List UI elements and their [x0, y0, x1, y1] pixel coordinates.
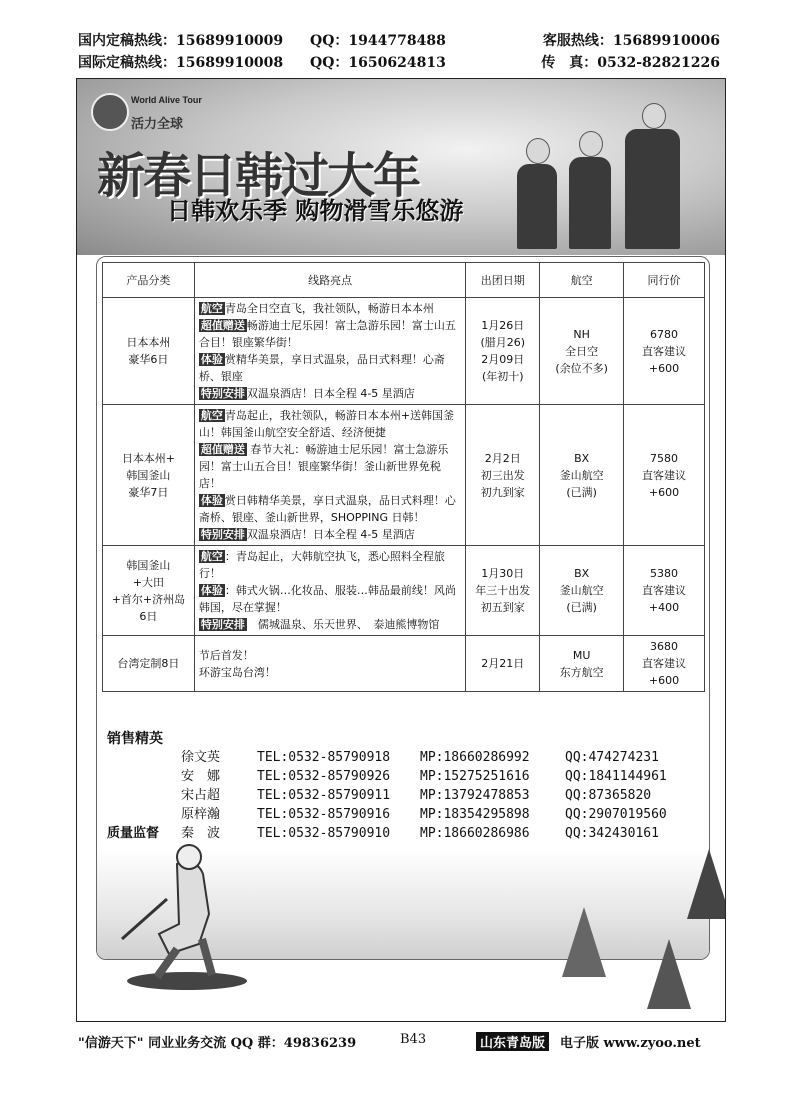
contact-qq: QQ:87365820 — [565, 788, 652, 803]
cell-dates: 1月30日 年三十出发 初五到家 — [466, 546, 540, 636]
highlight-tag: 体验 — [200, 494, 223, 507]
highlight-line — [199, 582, 462, 616]
contact-qq: QQ:474274231 — [565, 750, 659, 765]
footer-edition: 电子版 www.zyoo.net — [560, 1036, 701, 1051]
highlight-line — [199, 647, 462, 664]
hotline-row-2 — [78, 52, 720, 74]
cell-category: 日本本州+ 韩国釜山 豪华7日 — [103, 405, 195, 546]
cell-highlights — [194, 405, 466, 546]
highlight-text: ：韩式火锅…化妆品、服装…韩品最前线！风尚韩国，尽在掌握！ — [198, 584, 456, 614]
service-phone: 15689910006 — [612, 33, 720, 49]
highlight-tag: 航空 — [200, 550, 223, 563]
domestic-label: 国内定稿热线： — [78, 33, 176, 49]
highlight-text: 儒城温泉、乐天世界、 泰迪熊博物馆 — [246, 618, 440, 631]
header-highlights: 线路亮点 — [194, 263, 466, 298]
highlight-tag: 超值赠送 — [200, 319, 245, 332]
highlight-text: 双温泉酒店！日本全程 4-5 星酒店 — [246, 387, 415, 400]
cell-dates: 2月2日 初三出发 初九到家 — [466, 405, 540, 546]
contact-mobile: MP:18660286992 — [420, 750, 530, 765]
contact-tel: TEL:0532-85790926 — [257, 769, 391, 784]
footer-brand: 山东青岛版 — [476, 1032, 549, 1051]
cell-highlights — [194, 636, 466, 692]
banner-title: 新春日韩过大年 — [97, 148, 420, 204]
international-qq-label: QQ： — [310, 55, 349, 71]
table-row — [103, 405, 705, 546]
highlight-tag: 特别安排 — [200, 618, 245, 631]
ad-frame — [76, 78, 726, 1022]
person-figure — [569, 157, 611, 249]
person-figure — [625, 129, 680, 249]
cell-category: 台湾定制8日 — [103, 636, 195, 692]
cell-category: 日本本州 豪华6日 — [103, 298, 195, 405]
table-row — [103, 546, 705, 636]
highlight-text: ：青岛起止，大韩航空执飞，悉心照料全程旅行！ — [198, 550, 445, 580]
contact-qq: QQ:2907019560 — [565, 807, 667, 822]
cell-price: 3680 直客建议 +600 — [624, 636, 705, 692]
page-number: B43 — [400, 1032, 427, 1047]
contact-mobile: MP:15275251616 — [420, 769, 530, 784]
fax-label: 传 真： — [541, 55, 598, 71]
highlight-line — [199, 407, 462, 441]
page-footer — [78, 1032, 720, 1054]
contact-name: 原梓瀚 — [181, 807, 221, 822]
cell-price: 5380 直客建议 +400 — [624, 546, 705, 636]
pine-tree-icon — [562, 907, 606, 977]
contact-tel: TEL:0532-85790916 — [257, 807, 391, 822]
highlight-text: 春节大礼：畅游迪士尼乐园！富士急游乐园！富士山五合目！银座繁华街！釜山新世界免税店！ — [198, 443, 449, 490]
contact-row — [107, 805, 697, 824]
contact-qq: QQ:1841144961 — [565, 769, 667, 784]
supervisor-label: 质量监督 — [107, 826, 160, 841]
service-label: 客服热线： — [542, 33, 613, 49]
contact-row — [107, 748, 697, 767]
footer-group: "信游天下" 同业业务交流 QQ 群：49836239 — [78, 1036, 357, 1051]
highlight-text: 环游宝岛台湾！ — [198, 665, 276, 679]
cell-airline: BX 釜山航空 (已满) — [540, 405, 624, 546]
highlight-tag: 特别安排 — [200, 387, 245, 400]
contact-row — [107, 786, 697, 805]
fax-value: 0532-82821226 — [597, 55, 720, 71]
header-price: 同行价 — [624, 263, 705, 298]
contact-mobile: MP:18354295898 — [420, 807, 530, 822]
contact-mobile: MP:18660286986 — [420, 826, 530, 841]
highlight-line — [199, 492, 462, 526]
snowboarder-image — [107, 839, 257, 999]
highlight-line — [199, 616, 462, 633]
logo-text-cn: 活力全球 — [131, 117, 184, 132]
highlight-text: 节后首发！ — [198, 648, 254, 662]
hanbok-people-image — [507, 99, 687, 249]
banner-subtitle: 日韩欢乐季 购物滑雪乐悠游 — [167, 197, 464, 225]
pine-tree-icon — [647, 939, 691, 1009]
sales-contacts — [107, 728, 697, 843]
highlight-text: 青岛全日空直飞，我社领队，畅游日本本州 — [224, 302, 434, 315]
table-row — [103, 298, 705, 405]
hotlines-header — [78, 30, 720, 74]
cell-highlights — [194, 298, 466, 405]
contact-tel: TEL:0532-85790911 — [257, 788, 391, 803]
cell-dates: 1月26日 (腊月26) 2月09日 (年初十) — [466, 298, 540, 405]
header-airline: 航空 — [540, 263, 624, 298]
highlight-text: 赏日韩精华美景，享日式温泉，品日式料理！心斋桥、银座、釜山新世界，SHOPPING 日韩！ — [198, 494, 456, 524]
cell-dates: 2月21日 — [466, 636, 540, 692]
domestic-phone: 15689910009 — [176, 33, 284, 49]
contact-name: 安 娜 — [181, 769, 221, 784]
hotline-row-1 — [78, 30, 720, 52]
highlight-tag: 体验 — [200, 584, 223, 597]
highlight-tag: 航空 — [200, 409, 223, 422]
contact-name: 宋占超 — [181, 788, 221, 803]
international-label: 国际定稿热线： — [78, 55, 176, 71]
table-header-row — [103, 263, 705, 298]
highlight-line — [199, 441, 462, 492]
highlight-tag: 特别安排 — [200, 528, 245, 541]
header-category: 产品分类 — [103, 263, 195, 298]
header-dates: 出团日期 — [466, 263, 540, 298]
highlight-tag: 超值赠送 — [200, 443, 245, 456]
highlight-tag: 航空 — [200, 302, 223, 315]
highlight-line — [199, 548, 462, 582]
sales-heading: 销售精英 — [107, 731, 163, 747]
product-table — [102, 262, 705, 692]
highlight-line — [199, 664, 462, 681]
cell-airline: BX 釜山航空 (已满) — [540, 546, 624, 636]
person-figure — [517, 164, 557, 249]
cell-highlights — [194, 546, 466, 636]
cell-price: 6780 直客建议 +600 — [624, 298, 705, 405]
highlight-text: 青岛起止，我社领队，畅游日本本州+送韩国釜山！韩国釜山航空安全舒适、经济便捷 — [198, 409, 455, 439]
contact-row — [107, 767, 697, 786]
contact-name: 秦 波 — [181, 826, 221, 841]
highlight-text: 赏精华美景，享日式温泉，品日式料理！心斋桥、银座 — [198, 353, 445, 383]
cell-airline: MU 东方航空 — [540, 636, 624, 692]
cell-price: 7580 直客建议 +600 — [624, 405, 705, 546]
cell-airline: NH 全日空 (余位不多) — [540, 298, 624, 405]
highlight-line — [199, 317, 462, 351]
contact-tel: TEL:0532-85790918 — [257, 750, 391, 765]
highlight-line — [199, 351, 462, 385]
highlight-text: 畅游迪士尼乐园！富士急游乐园！富士山五合目！银座繁华街！ — [198, 319, 456, 349]
contact-mobile: MP:13792478853 — [420, 788, 530, 803]
logo — [91, 91, 211, 135]
globe-icon — [91, 93, 129, 131]
logo-text-en: World Alive Tour — [131, 95, 202, 105]
table-row — [103, 636, 705, 692]
cell-category: 韩国釜山 +大田 +首尔+济州岛 6日 — [103, 546, 195, 636]
pine-tree-icon — [687, 849, 726, 919]
highlight-text: 双温泉酒店！日本全程 4-5 星酒店 — [246, 528, 415, 541]
highlight-line — [199, 300, 462, 317]
contact-name: 徐文英 — [181, 750, 221, 765]
banner — [77, 79, 725, 255]
contact-qq: QQ:342430161 — [565, 826, 659, 841]
highlight-line — [199, 385, 462, 402]
domestic-qq-label: QQ： — [310, 33, 349, 49]
domestic-qq: 1944778488 — [348, 33, 446, 49]
highlight-tag: 体验 — [200, 353, 223, 366]
highlight-line — [199, 526, 462, 543]
international-phone: 15689910008 — [176, 55, 284, 71]
contact-tel: TEL:0532-85790910 — [257, 826, 391, 841]
international-qq: 1650624813 — [348, 55, 446, 71]
